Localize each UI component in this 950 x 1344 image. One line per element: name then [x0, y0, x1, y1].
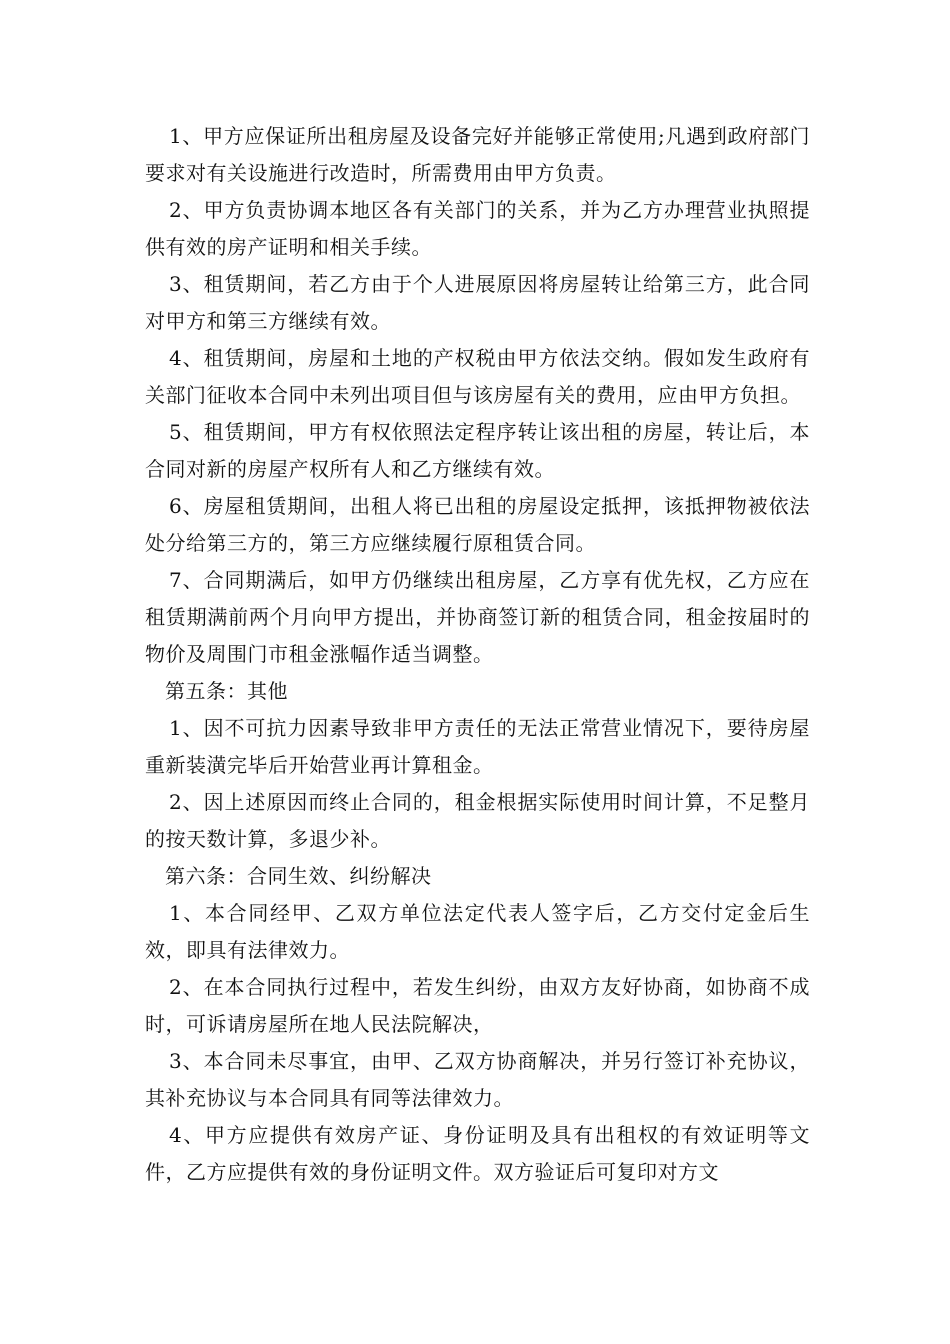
clause-paragraph: 6、房屋租赁期间，出租人将已出租的房屋设定抵押，该抵押物被依法处分给第三方的，第三方应继续履行原租赁合同。 [145, 494, 810, 555]
clause-paragraph: 5、租赁期间，甲方有权依照法定程序转让该出租的房屋，转让后，本合同对新的房屋产权所有人和乙方继续有效。 [145, 420, 810, 481]
document-body [145, 118, 810, 1191]
clause-paragraph: 7、合同期满后，如甲方仍继续出租房屋，乙方享有优先权，乙方应在租赁期满前两个月向甲方提出，并协商签订新的租赁合同，租金按届时的物价及周围门市租金涨幅作适当调整。 [145, 568, 810, 666]
clause-paragraph: 1、甲方应保证所出租房屋及设备完好并能够正常使用;凡遇到政府部门要求对有关设施进行改造时，所需费用由甲方负责。 [145, 124, 810, 185]
clause-paragraph: 2、因上述原因而终止合同的，租金根据实际使用时间计算，不足整月的按天数计算，多退少补。 [145, 790, 810, 851]
section-heading: 第五条：其他 [165, 679, 288, 703]
clause-paragraph: 3、租赁期间，若乙方由于个人进展原因将房屋转让给第三方，此合同对甲方和第三方继续有效。 [145, 272, 810, 333]
clause-paragraph: 4、租赁期间，房屋和土地的产权税由甲方依法交纳。假如发生政府有关部门征收本合同中未列出项目但与该房屋有关的费用，应由甲方负担。 [145, 346, 810, 407]
clause-paragraph: 2、甲方负责协调本地区各有关部门的关系，并为乙方办理营业执照提供有效的房产证明和相关手续。 [145, 198, 810, 259]
clause-paragraph: 4、甲方应提供有效房产证、身份证明及具有出租权的有效证明等文件，乙方应提供有效的身份证明文件。双方验证后可复印对方文 [145, 1123, 810, 1184]
section-heading: 第六条：合同生效、纠纷解决 [165, 864, 432, 888]
clause-paragraph: 1、因不可抗力因素导致非甲方责任的无法正常营业情况下，要待房屋重新装潢完毕后开始营业再计算租金。 [145, 716, 810, 777]
clause-paragraph: 2、在本合同执行过程中，若发生纠纷，由双方友好协商，如协商不成时，可诉请房屋所在地人民法院解决， [145, 975, 810, 1036]
clause-paragraph: 3、本合同未尽事宜，由甲、乙双方协商解决，并另行签订补充协议，其补充协议与本合同具有同等法律效力。 [145, 1049, 810, 1110]
clause-paragraph: 1、本合同经甲、乙双方单位法定代表人签字后，乙方交付定金后生效，即具有法律效力。 [145, 901, 810, 962]
